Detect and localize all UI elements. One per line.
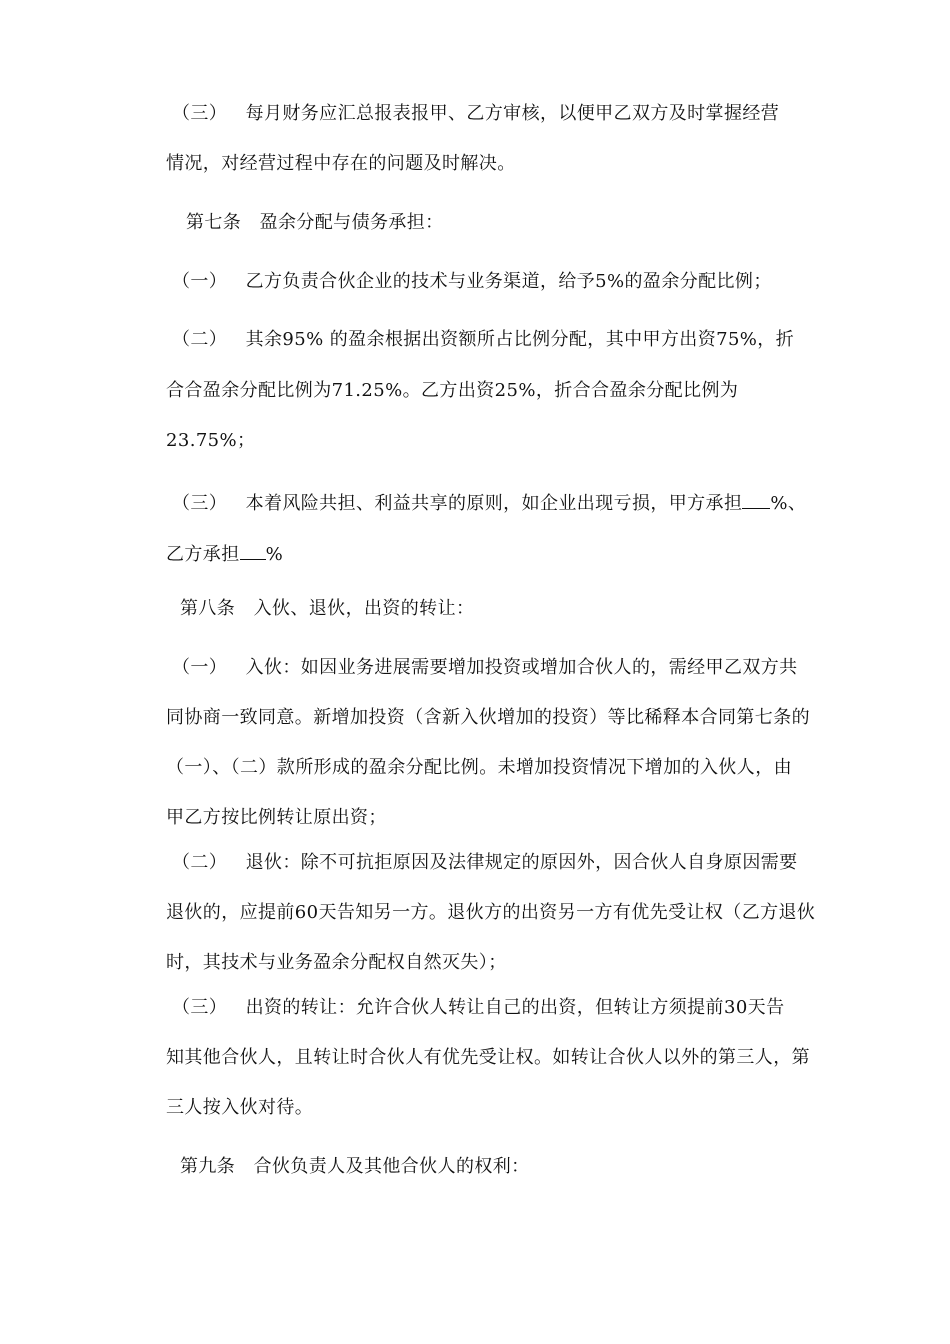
article-7-item-3-line-2-suffix: % [265, 544, 284, 565]
article-7-item-3-line-2-text: 乙方承担 [166, 544, 240, 565]
article-8-item-3-line-2: 知其他合伙人，且转让时合伙人有优先受让权。如转让合伙人以外的第三人，第 [166, 1047, 810, 1068]
clause-6-item-3-line-1: （三） 每月财务应汇总报表报甲、乙方审核，以便甲乙双方及时掌握经营 [172, 103, 780, 124]
article-9-heading: 第九条 合伙负责人及其他合伙人的权利： [180, 1156, 530, 1177]
article-8-item-1-line-1: （一） 入伙：如因业务进展需要增加投资或增加合伙人的，需经甲乙双方共 [172, 657, 798, 678]
article-8-item-1-line-4: 甲乙方按比例转让原出资； [166, 807, 387, 828]
article-8-item-1-line-2: 同协商一致同意。新增加投资（含新入伙增加的投资）等比稀释本合同第七条的 [166, 707, 810, 728]
article-7-item-3-text: （三） 本着风险共担、利益共享的原则，如企业出现亏损，甲方承担 [172, 493, 743, 514]
article-7-item-3-line-1 [172, 490, 806, 516]
article-7-item-2-line-3: 23.75%； [166, 430, 256, 451]
article-7-item-2-line-1: （二） 其余95% 的盈余根据出资额所占比例分配，其中甲方出资75%，折 [172, 329, 795, 350]
article-8-item-3-line-1: （三） 出资的转让：允许合伙人转让自己的出资，但转让方须提前30天告 [172, 997, 785, 1018]
article-8-item-2-line-1: （二） 退伙：除不可抗拒原因及法律规定的原因外，因合伙人自身原因需要 [172, 852, 798, 873]
article-7-item-2-line-2: 合合盈余分配比例为71.25%。乙方出资25%，折合合盈余分配比例为 [166, 380, 739, 401]
article-7-item-1: （一） 乙方负责合伙企业的技术与业务渠道，给予5%的盈余分配比例； [172, 271, 772, 292]
article-8-item-2-line-2: 退伙的，应提前60天告知另一方。退伙方的出资另一方有优先受让权（乙方退伙 [166, 902, 816, 923]
article-7-item-3-suffix: %、 [770, 493, 807, 514]
article-7-heading: 第七条 盈余分配与债务承担： [186, 212, 444, 233]
article-7-item-3-line-2 [166, 541, 283, 567]
article-8-item-3-line-3: 三人按入伙对待。 [166, 1097, 314, 1118]
article-8-item-2-line-3: 时，其技术与业务盈余分配权自然灭失）； [166, 952, 507, 973]
article-8-heading: 第八条 入伙、退伙，出资的转让： [180, 598, 475, 619]
clause-6-item-3-line-2: 情况，对经营过程中存在的问题及时解决。 [166, 153, 516, 174]
blank-underline [742, 490, 770, 509]
blank-underline [240, 541, 266, 560]
article-8-item-1-line-3: （一）、（二）款所形成的盈余分配比例。未增加投资情况下增加的入伙人，由 [166, 757, 792, 778]
